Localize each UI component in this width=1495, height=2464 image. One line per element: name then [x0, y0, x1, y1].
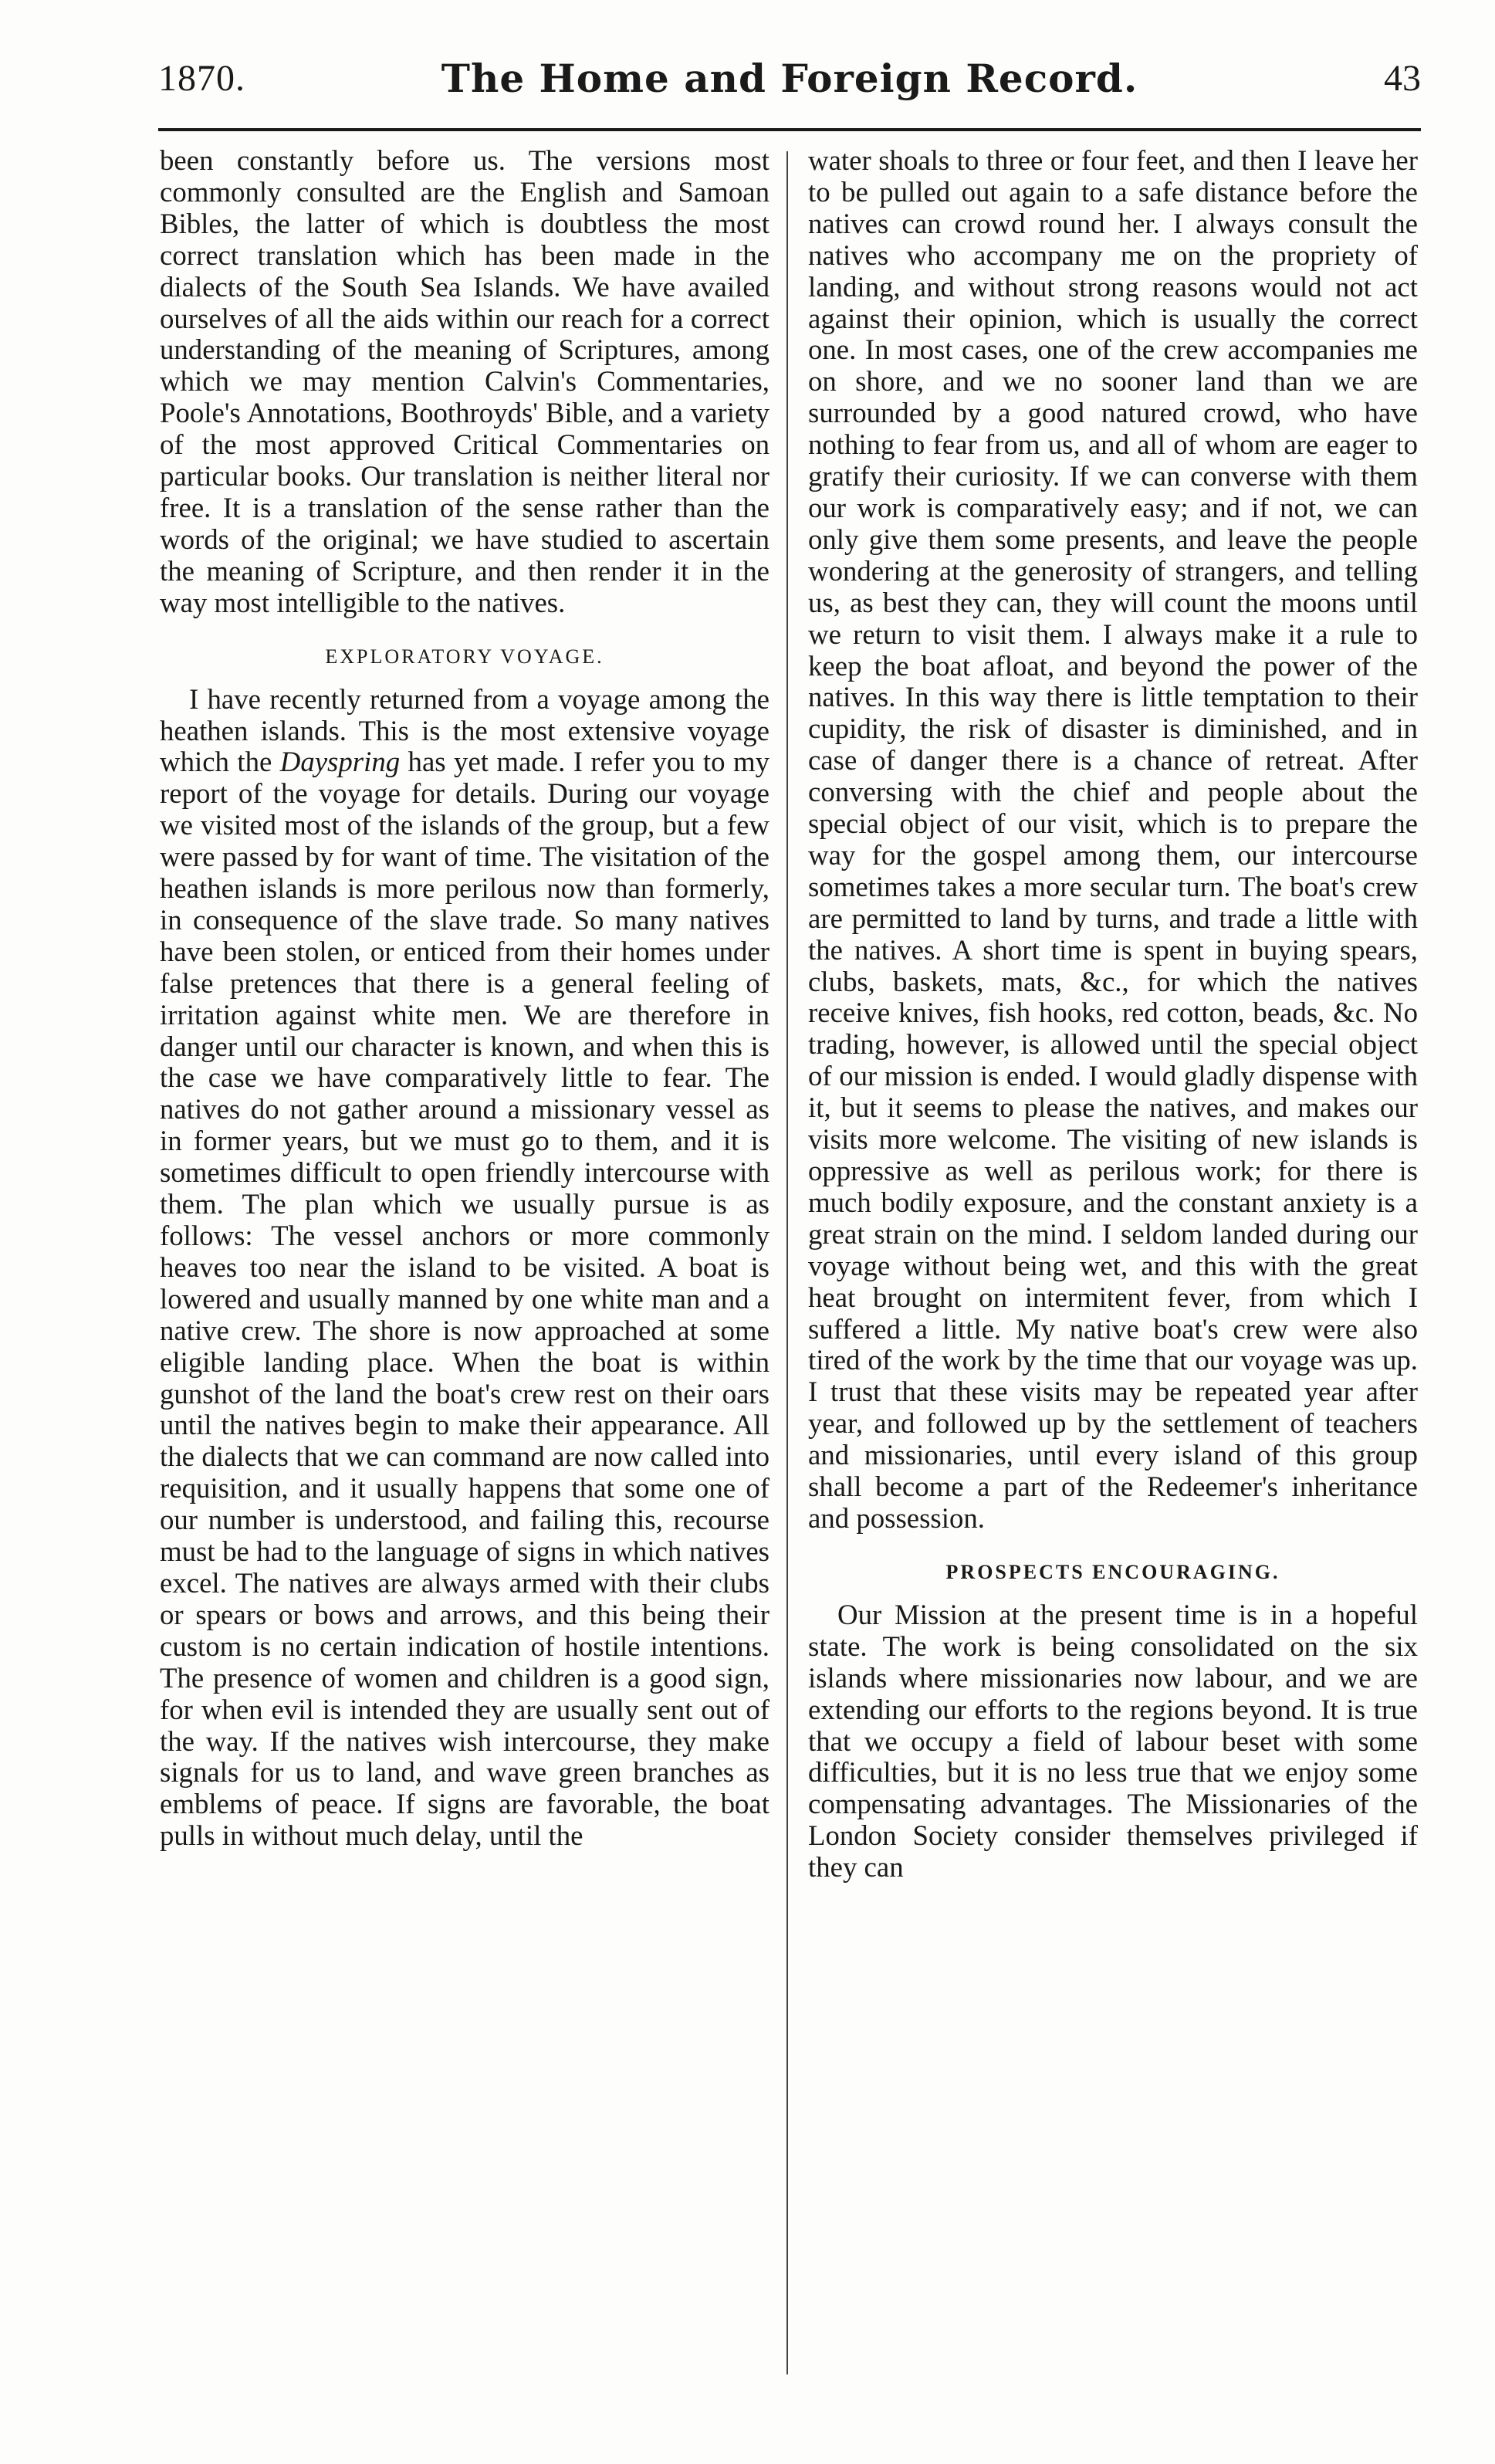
heading-exploratory-voyage: EXPLORATORY VOYAGE. [325, 645, 604, 668]
voyage-text-part-2: has yet made. I refer you to my report of the voyage for details. During our voyage we visited most of the islands of the group, but a few were passed by for want of time. The visitation of the heathen islands is more perilous now than formerly, in consequence of the slave trade. So many natives have been stolen, or enticed from their homes under false pretences that there is a general feeling of irritation against white men. We are therefore in danger until our character is known, and when this is the case we have comparatively little to fear. The natives do not gather around a missionary vessel as in former years, but we must go to them, and it is sometimes difficult to open friendly intercourse with them. The plan which we usually pursue is as follows: The vessel anchors or more commonly heaves too near the island to be visited. A boat is lowered and usually manned by one white man and a native crew. The shore is now approached at some eligible landing place. When the boat is within gunshot of the land the boat's crew rest on their oars until the natives begin to make their appearance. All the dialects that we can command are now called into requisition, and it usually happens that some one of our number is understood, and failing this, recourse must be had to the language of signs in which natives excel. The natives are always armed with their clubs or spears or bows and arrows, and this being their custom is no certain indication of hostile intentions. The presence of women and children is a good sign, for when evil is intended they are usually sent out of the way. If the natives wish intercourse, they make signals for us to land, and wave green branches as emblems of peace. If signs are favorable, the boat pulls in without much delay, until the [160, 746, 769, 1852]
column-divider [786, 151, 788, 2374]
continuation-paragraph: been constantly before us. The versions most commonly consulted are the English and Samoan Bibles, the latter of which is doubtless the most correct translation which has been made in the dialects of the South Sea Islands. We have availed ourselves of all the aids within our reach for a correct understanding of the meaning of Scriptures, among which we may mention Calvin's Commentaries, Poole's Annotations, Boothroyds' Bible, and a variety of the most approved Critical Commentaries on particular books. Our translation is neither literal nor free. It is a translation of the sense rather than the words of the original; we have studied to ascertain the meaning of Scripture, and then render it in the way most intelligible to the natives. [160, 144, 769, 618]
page-number: 43 [1384, 58, 1421, 99]
journal-title: The Home and Foreign Record. [441, 56, 1138, 101]
left-column [160, 145, 769, 1852]
right-column [808, 145, 1418, 1884]
ship-name: Dayspring [279, 746, 401, 778]
voyage-continued-paragraph: water shoals to three or four feet, and then I leave her to be pulled out again to a safe distance before the natives can crowd round her. I always consult the natives who accompany me on the propriety of landing, and without strong reasons would not act against their opinion, which is usually the correct one. In most cases, one of the crew accompanies me on shore, and we no sooner land than we are surrounded by a good natured crowd, who have nothing to fear from us, and all of whom are eager to gratify their curiosity. If we can converse with them our work is comparatively easy; and if not, we can only give them some presents, and leave the people wondering at the generosity of strangers, and telling us, as best they can, they will count the moons until we return to visit them. I always make it a rule to keep the boat afloat, and beyond the power of the natives. In this way there is little temptation to their cupidity, the risk of disaster is diminished, and in case of danger there is a chance of retreat. After conversing with the chief and people about the special object of our visit, which is to prepare the way for the gospel among them, our intercourse sometimes takes a more secular turn. The boat's crew are permitted to land by turns, and trade a little with the natives. A short time is spent in buying spears, clubs, baskets, mats, &c., for which the natives receive knives, fish hooks, red cotton, beads, &c. No trading, however, is allowed until the special object of our mission is ended. I would gladly dispense with it, but it seems to please the natives, and makes our visits more welcome. The visiting of new islands is oppressive as well as perilous work; for there is much bodily exposure, and the constant anxiety is a great strain on the mind. I seldom landed during our voyage without being wet, and this with the great heat brought on intermitent fever, from which I suffered a little. My native boat's crew were also tired of the work by the time that our voyage was up. I trust that these visits may be repeated year after year, and followed up by the settlement of teachers and missionaries, until every island of this group shall become a part of the Redeemer's inheritance and possession. [808, 144, 1418, 1534]
exploratory-voyage-paragraph [160, 684, 769, 1853]
heading-prospects-encouraging: PROSPECTS ENCOURAGING. [945, 1560, 1280, 1583]
page-header [158, 56, 1421, 110]
voyage-text-part-1: I have recently returned from a voyage among the heathen islands. This is the most extensive voyage which the [160, 682, 769, 778]
header-rule [158, 128, 1421, 131]
header-year: 1870. [158, 58, 245, 99]
prospects-paragraph: Our Mission at the present time is in a hopeful state. The work is being consolidated on the six islands where missionaries now labour, and we are extending our efforts to the regions beyond. It is true that we occupy a field of labour beset with some difficulties, but it is no less true that we enjoy some compensating advantages. The Missionaries of the London Society consider themselves privileged if they can [808, 1598, 1418, 1884]
